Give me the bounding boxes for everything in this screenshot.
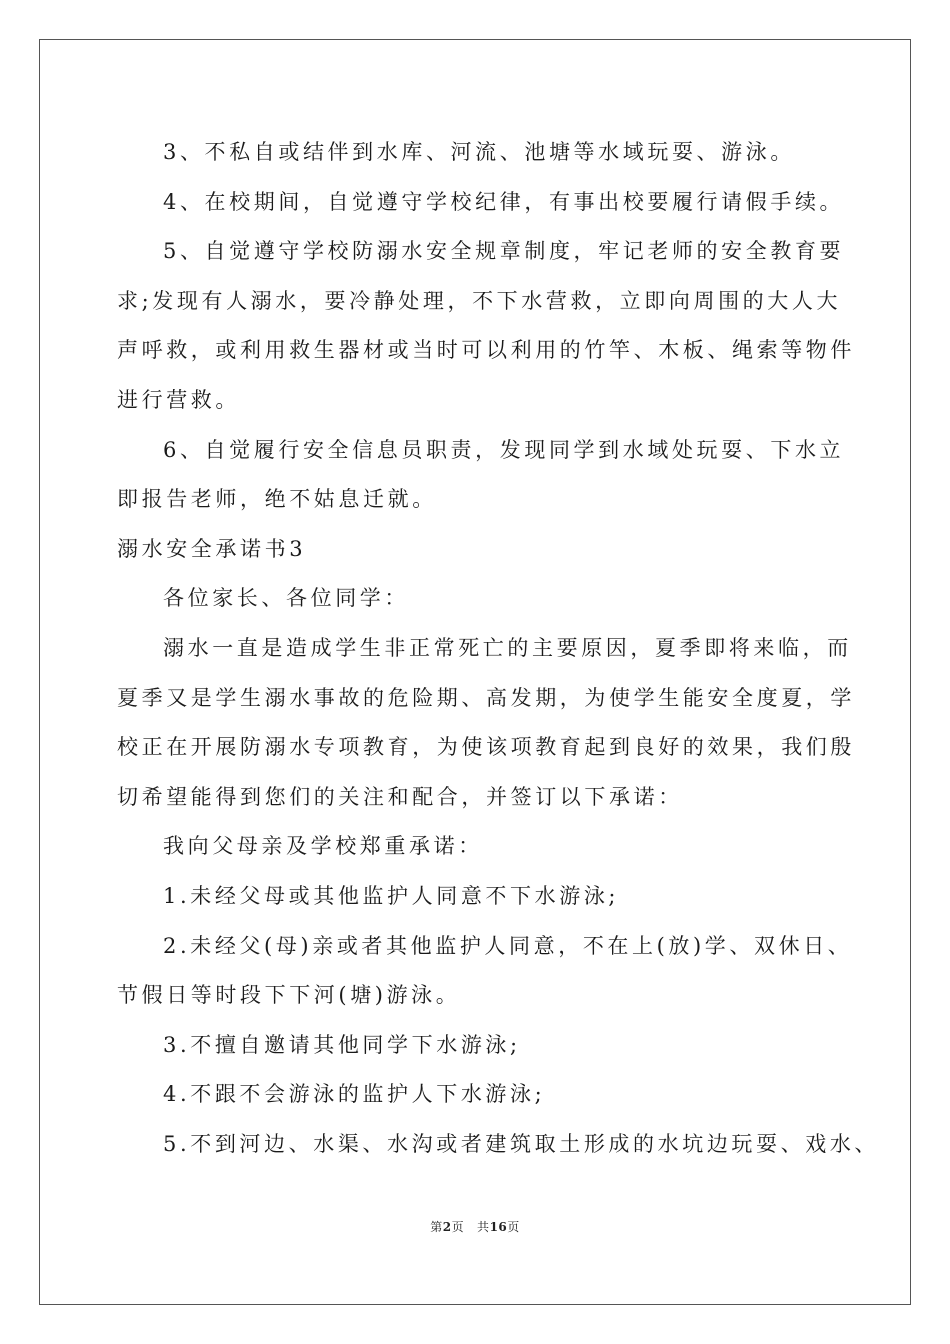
text-line: 4、在校期间，自觉遵守学校纪律，有事出校要履行请假手续。 xyxy=(163,189,845,214)
text-line: 夏季又是学生溺水事故的危险期、高发期，为使学生能安全度夏，学 xyxy=(117,685,855,710)
text-line: 校正在开展防溺水专项教育，为使该项教育起到良好的效果，我们殷 xyxy=(117,735,855,760)
text-line: 进行营救。 xyxy=(117,387,240,412)
footer-prefix: 第 xyxy=(430,1220,443,1234)
text-line: 3、不私自或结伴到水库、河流、池塘等水域玩耍、游泳。 xyxy=(163,140,795,164)
footer-page-number: 2 xyxy=(442,1220,452,1234)
text-line: 即报告老师，绝不姑息迁就。 xyxy=(117,487,437,512)
text-line: 1.未经父母或其他监护人同意不下水游泳; xyxy=(163,883,620,908)
text-line: 溺水一直是造成学生非正常死亡的主要原因，夏季即将来临，而 xyxy=(163,635,852,660)
footer-total-pages: 16 xyxy=(489,1220,508,1234)
text-line: 3.不擅自邀请其他同学下水游泳; xyxy=(163,1032,521,1057)
text-line: 求;发现有人溺水，要冷静处理，不下水营救，立即向周围的大人大 xyxy=(117,288,842,313)
footer-page-suffix: 页 xyxy=(451,1220,465,1234)
text-line: 声呼救，或利用救生器材或当时可以利用的竹竿、木板、绳索等物件 xyxy=(117,338,855,363)
text-line: 各位家长、各位同学： xyxy=(163,586,409,611)
text-line: 6、自觉履行安全信息员职责，发现同学到水域处玩耍、下水立 xyxy=(163,437,845,462)
text-line: 5.不到河边、水渠、水沟或者建筑取土形成的水坑边玩耍、戏水、 xyxy=(163,1131,880,1156)
text-line: 5、自觉遵守学校防溺水安全规章制度，牢记老师的安全教育要 xyxy=(163,239,845,264)
text-line: 节假日等时段下下河(塘)游泳。 xyxy=(117,983,461,1008)
footer-total-suffix: 页 xyxy=(507,1220,520,1234)
text-line: 溺水安全承诺书3 xyxy=(117,536,307,561)
text-line: 我向父母亲及学校郑重承诺： xyxy=(163,834,483,859)
page-footer xyxy=(0,1218,950,1235)
text-line: 2.未经父(母)亲或者其他监护人同意，不在上(放)学、双休日、 xyxy=(163,933,853,958)
text-line: 切希望能得到您们的关注和配合，并签订以下承诺： xyxy=(117,784,683,809)
footer-total-prefix: 共 xyxy=(477,1220,490,1234)
text-line: 4.不跟不会游泳的监护人下水游泳; xyxy=(163,1082,546,1107)
document-body xyxy=(117,128,880,1169)
